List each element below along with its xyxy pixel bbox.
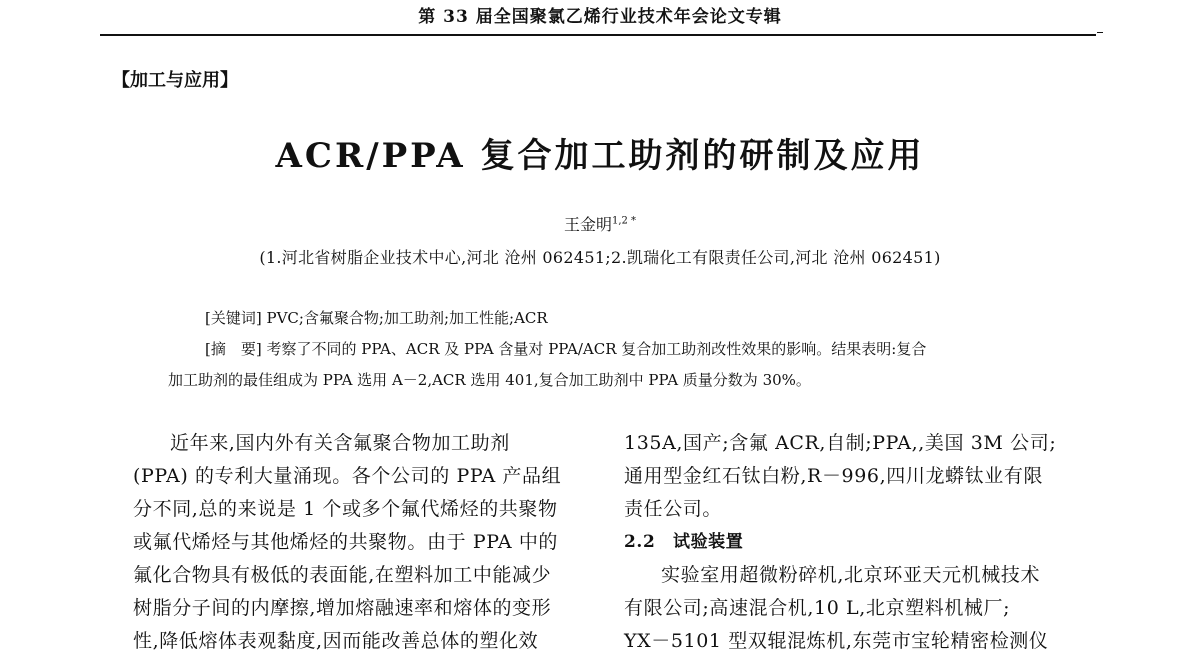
header-rule-tick bbox=[1097, 32, 1103, 33]
body-right-line-1: 135A,国产;含氟 ACR,自制;PPA,,美国 3M 公司; bbox=[624, 432, 1057, 454]
body-left-line-1: 近年来,国内外有关含氟聚合物加工助剂 bbox=[170, 432, 510, 454]
abstract-line-1: [摘 要] 考察了不同的 PPA、ACR 及 PPA 含量对 PPA/ACR 复合加工助剂改性效果的影响。结果表明:复合 bbox=[205, 340, 927, 358]
body-left-line-6: 树脂分子间的内摩擦,增加熔融速率和熔体的变形 bbox=[133, 597, 552, 619]
paper-title: ACR/PPA 复合加工助剂的研制及应用 bbox=[275, 136, 925, 176]
body-right-line-3: 责任公司。 bbox=[624, 498, 723, 520]
body-left-line-3: 分不同,总的来说是 1 个或多个氟代烯烃的共聚物 bbox=[133, 498, 558, 520]
subsection-heading: 2.2 试验装置 bbox=[624, 532, 744, 552]
body-right-line-6: 有限公司;高速混合机,10 L,北京塑料机械厂; bbox=[624, 597, 1011, 619]
section-tag: 【加工与应用】 bbox=[112, 70, 238, 91]
affiliation: (1.河北省树脂企业技术中心,河北 沧州 062451;2.凯瑞化工有限责任公司,河北 沧州 062451) bbox=[259, 248, 941, 267]
body-left-line-4: 或氟代烯烃与其他烯烃的共聚物。由于 PPA 中的 bbox=[133, 531, 559, 553]
body-right-line-5: 实验室用超微粉碎机,北京环亚天元机械技术 bbox=[661, 564, 1041, 586]
author-affiliation-marker: 1,2 * bbox=[611, 215, 637, 227]
body-left-line-2: (PPA) 的专利大量涌现。各个公司的 PPA 产品组 bbox=[133, 465, 562, 487]
abstract-line-2: 加工助剂的最佳组成为 PPA 选用 A－2,ACR 选用 401,复合加工助剂中 PPA 质量分数为 30%。 bbox=[168, 371, 811, 389]
body-left-line-7: 性,降低熔体表观黏度,因而能改善总体的塑化效 bbox=[133, 630, 539, 652]
keywords: [关键词] PVC;含氟聚合物;加工助剂;加工性能;ACR bbox=[205, 309, 548, 327]
body-left-line-5: 氟化合物具有极低的表面能,在塑料加工中能减少 bbox=[133, 564, 552, 586]
header-rule bbox=[100, 34, 1096, 36]
author bbox=[0, 212, 1200, 235]
body-right-line-7: YX－5101 型双辊混炼机,东莞市宝轮精密检测仪 bbox=[624, 630, 1049, 652]
running-header: 第 33 届全国聚氯乙烯行业技术年会论文专辑 bbox=[418, 7, 782, 27]
author-name: 王金明 bbox=[563, 215, 612, 234]
body-right-line-2: 通用型金红石钛白粉,R－996,四川龙蟒钛业有限 bbox=[624, 465, 1044, 487]
